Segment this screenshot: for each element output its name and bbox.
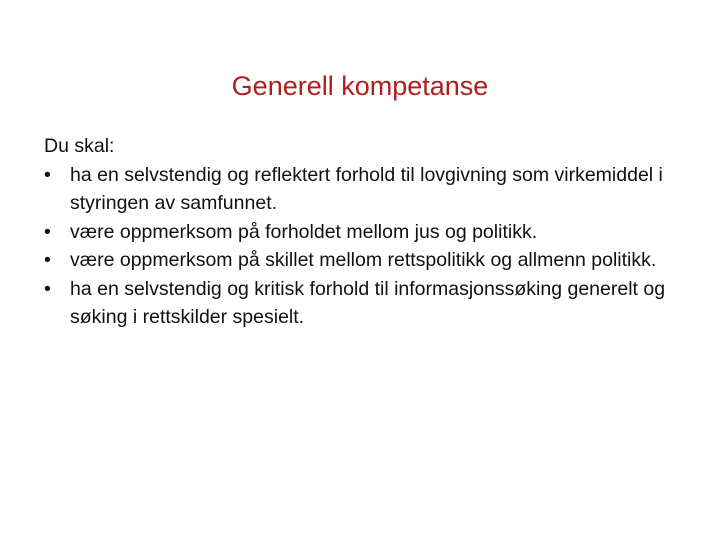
- bullet-text: ha en selvstendig og reflektert forhold til lovgivning som virkemiddel i styringen av samfunnet.: [70, 163, 663, 214]
- bullet-item: [44, 246, 684, 275]
- bullet-icon: •: [44, 163, 51, 186]
- bullet-text: være oppmerksom på forholdet mellom jus og politikk.: [70, 220, 538, 243]
- bullet-icon: •: [44, 220, 51, 243]
- intro-text: Du skal:: [44, 135, 115, 157]
- bullet-text: være oppmerksom på skillet mellom rettspolitikk og allmenn politikk.: [70, 249, 657, 271]
- bullet-icon: •: [44, 277, 51, 300]
- bullet-list: [44, 161, 684, 332]
- bullet-item: [44, 275, 684, 332]
- bullet-item: [44, 161, 684, 218]
- bullet-icon: •: [44, 249, 51, 271]
- slide-body: [44, 132, 684, 332]
- slide-title: Generell kompetanse: [231, 71, 489, 102]
- bullet-text: ha en selvstendig og kritisk forhold til informasjonssøking generelt og søking i rettskilder spesielt.: [70, 277, 666, 328]
- bullet-item: [44, 218, 684, 247]
